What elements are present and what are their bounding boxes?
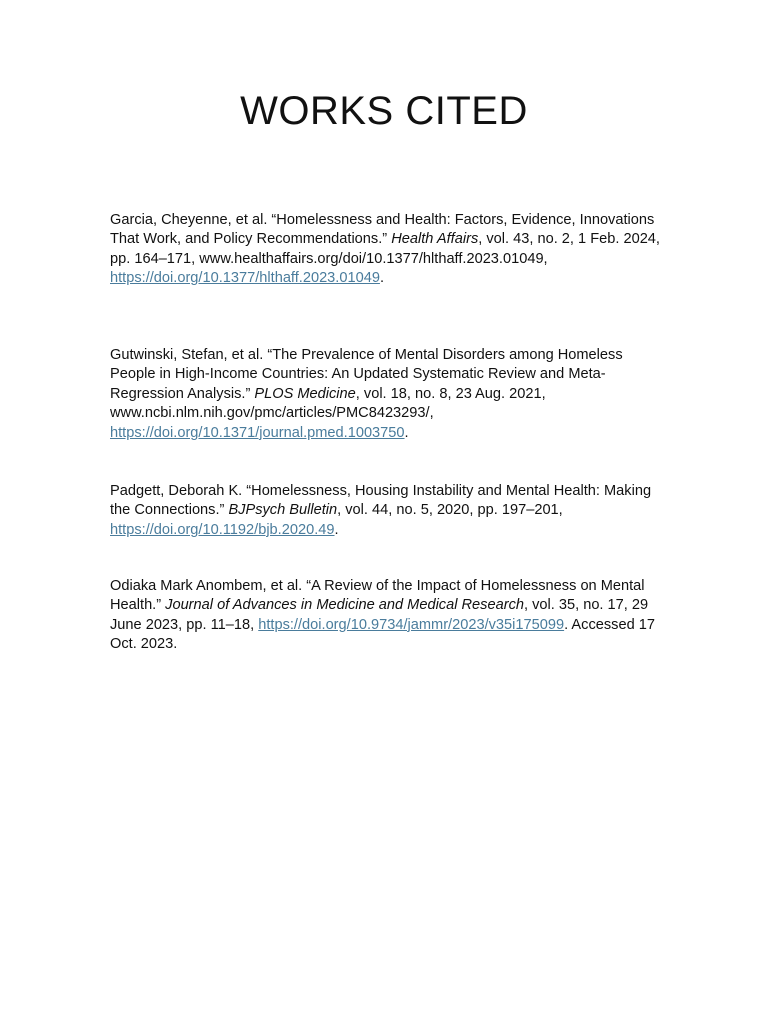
citation-journal: Health Affairs <box>391 231 479 248</box>
citation-entry <box>110 211 662 289</box>
citation-doi-link[interactable]: https://doi.org/10.1371/journal.pmed.1003750 <box>110 424 405 441</box>
citation-text: Padgett, Deborah K. “Homelessness, Housing Instability and Mental Health: Making the Connections.” <box>110 483 652 519</box>
citation-doi-link[interactable]: https://doi.org/10.1377/hlthaff.2023.01049 <box>110 270 380 287</box>
citation-details: , vol. 44, no. 5, 2020, pp. 197–201, <box>337 502 563 519</box>
citation-text: Odiaka Mark Anombem, et al. “A Review of the Impact of Homelessness on Mental Health.” <box>110 578 645 614</box>
citation-end: . <box>404 424 409 441</box>
citation-doi-link[interactable]: https://doi.org/10.1192/bjb.2020.49 <box>110 521 335 538</box>
citation-journal: PLOS Medicine <box>254 385 356 402</box>
citation-text: Gutwinski, Stefan, et al. “The Prevalence of Mental Disorders among Homeless People in High-Income Countries: An Updated Systematic Review and Meta-Regression Analysis.” <box>110 347 623 402</box>
citation-doi-link[interactable]: https://doi.org/10.9734/jammr/2023/v35i175099 <box>258 616 565 633</box>
citation-text: Garcia, Cheyenne, et al. “Homelessness and Health: Factors, Evidence, Innovations That Work, and Policy Recommendations.” <box>110 212 655 248</box>
citation-end: . Accessed 17 Oct. 2023. <box>110 616 655 653</box>
citation-entry <box>110 482 662 540</box>
citation-details: , vol. 18, no. 8, 23 Aug. 2021, www.ncbi.nlm.nih.gov/pmc/articles/PMC8423293/, <box>110 385 546 422</box>
citation-details: , vol. 35, no. 17, 29 June 2023, pp. 11–18, <box>110 597 649 633</box>
citation-end: . <box>379 270 384 287</box>
citation-entry <box>110 346 662 443</box>
citation-end: . <box>334 521 339 538</box>
citation-details: , vol. 43, no. 2, 1 Feb. 2024, pp. 164–171, www.healthaffairs.org/doi/10.1377/hlthaff.2023.01049, <box>110 231 660 267</box>
citation-entry <box>110 577 662 655</box>
citation-journal: Journal of Advances in Medicine and Medical Research <box>165 597 524 614</box>
citation-journal: BJPsych Bulletin <box>228 502 338 519</box>
page-title: WORKS CITED <box>240 89 528 133</box>
